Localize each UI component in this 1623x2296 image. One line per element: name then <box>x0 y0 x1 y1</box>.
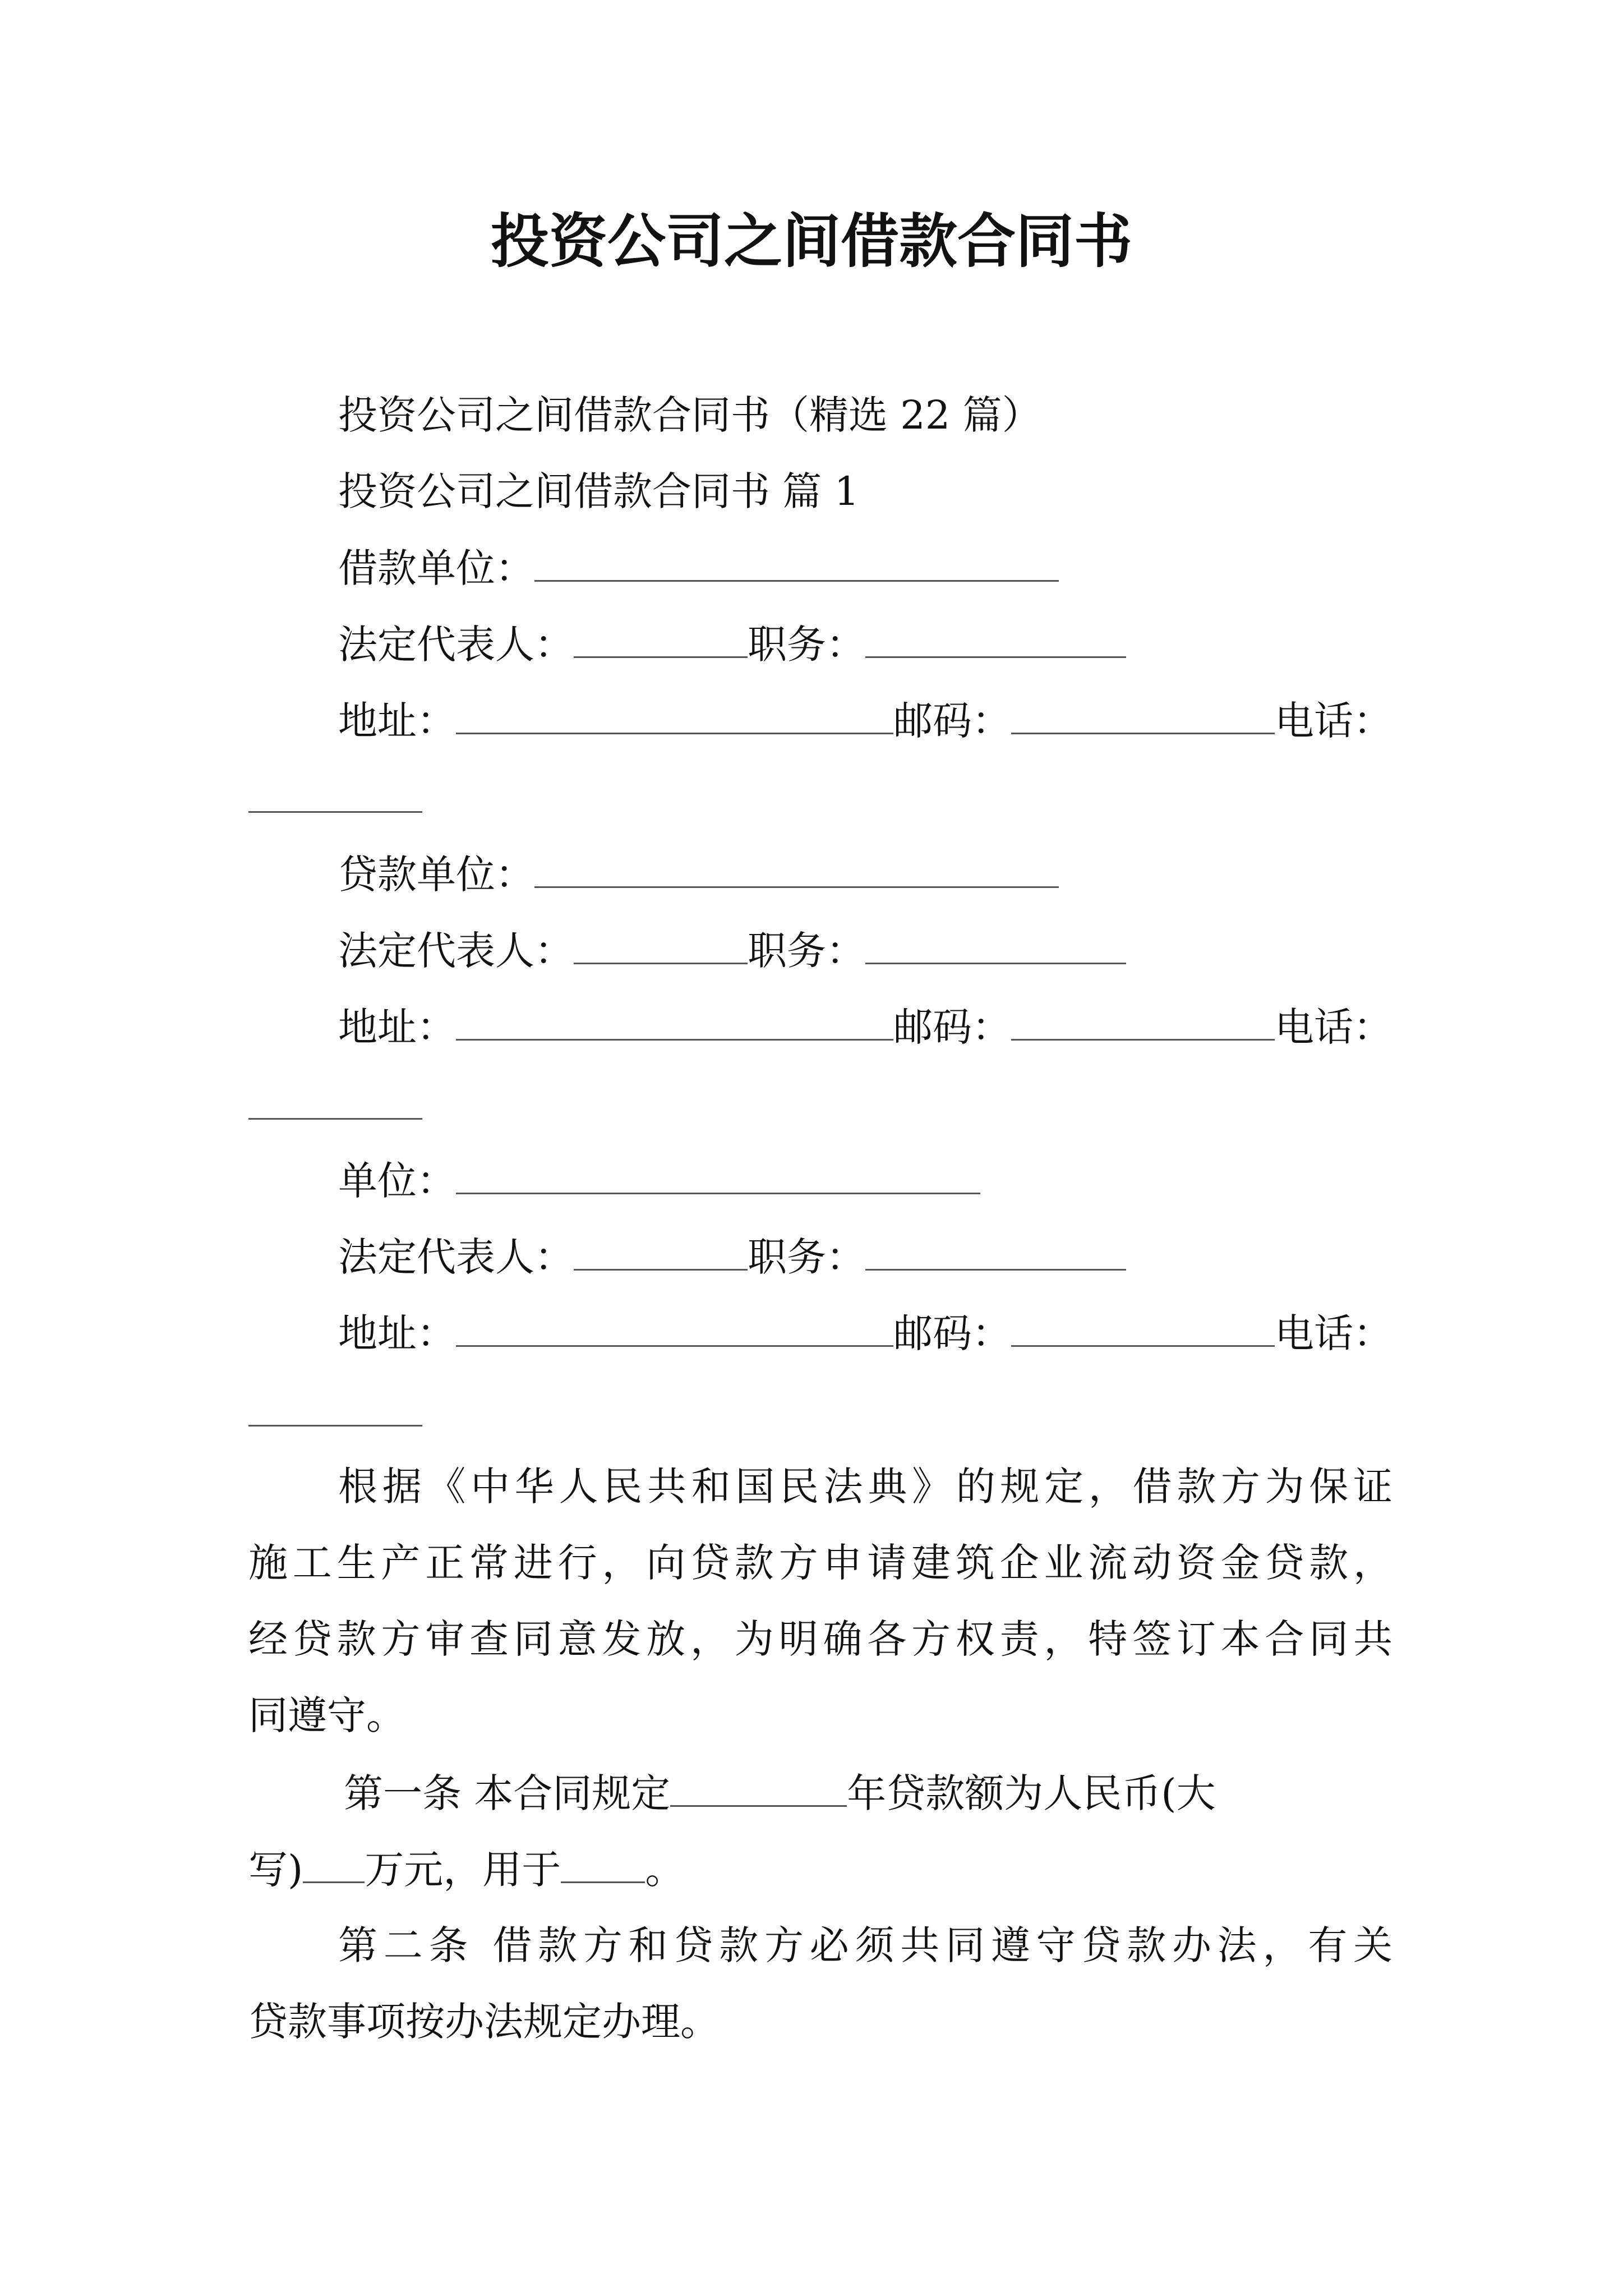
guarantor-address-row <box>338 1305 1393 1361</box>
borrower-postcode-blank[interactable] <box>1011 692 1275 734</box>
article-1-text: 。 <box>645 1847 685 1893</box>
article-2-line: 第二条 借款方和贷款方必须共同遵守贷款办法，有关 <box>338 1922 1393 1968</box>
lender-address-row <box>338 999 1393 1055</box>
lender-rep-label: 法定代表人： <box>338 928 574 974</box>
borrower-phone-label: 电话： <box>1275 698 1393 744</box>
lender-postcode-label: 邮码： <box>893 1004 1011 1050</box>
section-heading: 投资公司之间借款合同书 篇 1 <box>338 468 860 514</box>
document-title: 投资公司之间借款合同书 <box>490 206 1132 275</box>
preamble-line: 根据《中华人民共和国民法典》的规定，借款方为保证 <box>338 1464 1393 1510</box>
guarantor-postcode-blank[interactable] <box>1011 1305 1275 1347</box>
guarantor-address-label: 地址： <box>338 1310 456 1356</box>
borrower-position-blank[interactable] <box>865 616 1126 658</box>
lender-phone-label: 电话： <box>1275 1004 1393 1050</box>
article-1-amount-blank[interactable] <box>303 1841 365 1883</box>
guarantor-address-blank[interactable] <box>456 1305 893 1347</box>
lender-phone-blank[interactable] <box>248 1118 422 1120</box>
lender-postcode-blank[interactable] <box>1011 999 1275 1041</box>
borrower-rep-label: 法定代表人： <box>338 622 574 668</box>
lender-rep-row <box>338 922 1126 979</box>
guarantor-postcode-label: 邮码： <box>893 1310 1011 1356</box>
lender-rep-blank[interactable] <box>574 922 748 964</box>
guarantor-unit-row <box>338 1152 980 1209</box>
guarantor-unit-label: 单位： <box>338 1158 456 1204</box>
lender-unit-blank[interactable] <box>534 846 1059 888</box>
article-1-line-1 <box>344 1765 1216 1821</box>
article-1-text: 万元，用于 <box>365 1847 561 1893</box>
article-1-purpose-blank[interactable] <box>561 1841 645 1883</box>
borrower-address-row <box>338 692 1393 749</box>
article-1-text: 写) <box>248 1847 303 1893</box>
lender-address-label: 地址： <box>338 1004 456 1050</box>
borrower-postcode-label: 邮码： <box>893 698 1011 744</box>
borrower-address-label: 地址： <box>338 698 456 744</box>
article-1-text: 年贷款额为人民币(大 <box>847 1770 1216 1816</box>
article-1-year-blank[interactable] <box>670 1765 847 1807</box>
lender-address-blank[interactable] <box>456 999 893 1041</box>
guarantor-phone-blank[interactable] <box>248 1425 422 1427</box>
preamble-line: 同遵守。 <box>248 1692 405 1738</box>
borrower-unit-blank[interactable] <box>534 540 1059 582</box>
preamble-line: 施工生产正常进行，向贷款方申请建筑企业流动资金贷款， <box>248 1540 1393 1586</box>
borrower-unit-label: 借款单位： <box>338 545 534 591</box>
lender-position-blank[interactable] <box>865 922 1126 964</box>
borrower-rep-row <box>338 616 1126 673</box>
lender-unit-row <box>338 846 1059 903</box>
guarantor-position-blank[interactable] <box>865 1228 1126 1271</box>
guarantor-phone-label: 电话： <box>1275 1310 1393 1356</box>
lender-position-label: 职务： <box>748 928 865 974</box>
guarantor-unit-blank[interactable] <box>456 1152 980 1194</box>
borrower-position-label: 职务： <box>748 622 865 668</box>
guarantor-position-label: 职务： <box>748 1234 865 1280</box>
article-2-line: 贷款事项按办法规定办理。 <box>248 1999 720 2045</box>
borrower-phone-blank[interactable] <box>248 811 422 813</box>
borrower-rep-blank[interactable] <box>574 616 748 658</box>
borrower-address-blank[interactable] <box>456 692 893 734</box>
borrower-unit-row <box>338 540 1059 596</box>
subtitle: 投资公司之间借款合同书（精选 22 篇） <box>338 392 1041 438</box>
guarantor-rep-label: 法定代表人： <box>338 1234 574 1280</box>
article-1-line-2 <box>248 1841 684 1898</box>
lender-unit-label: 贷款单位： <box>338 852 534 898</box>
article-1-text: 第一条 本合同规定 <box>344 1770 671 1816</box>
guarantor-rep-row <box>338 1228 1126 1285</box>
guarantor-rep-blank[interactable] <box>574 1228 748 1271</box>
preamble-line: 经贷款方审查同意发放，为明确各方权责，特签订本合同共 <box>248 1616 1393 1662</box>
